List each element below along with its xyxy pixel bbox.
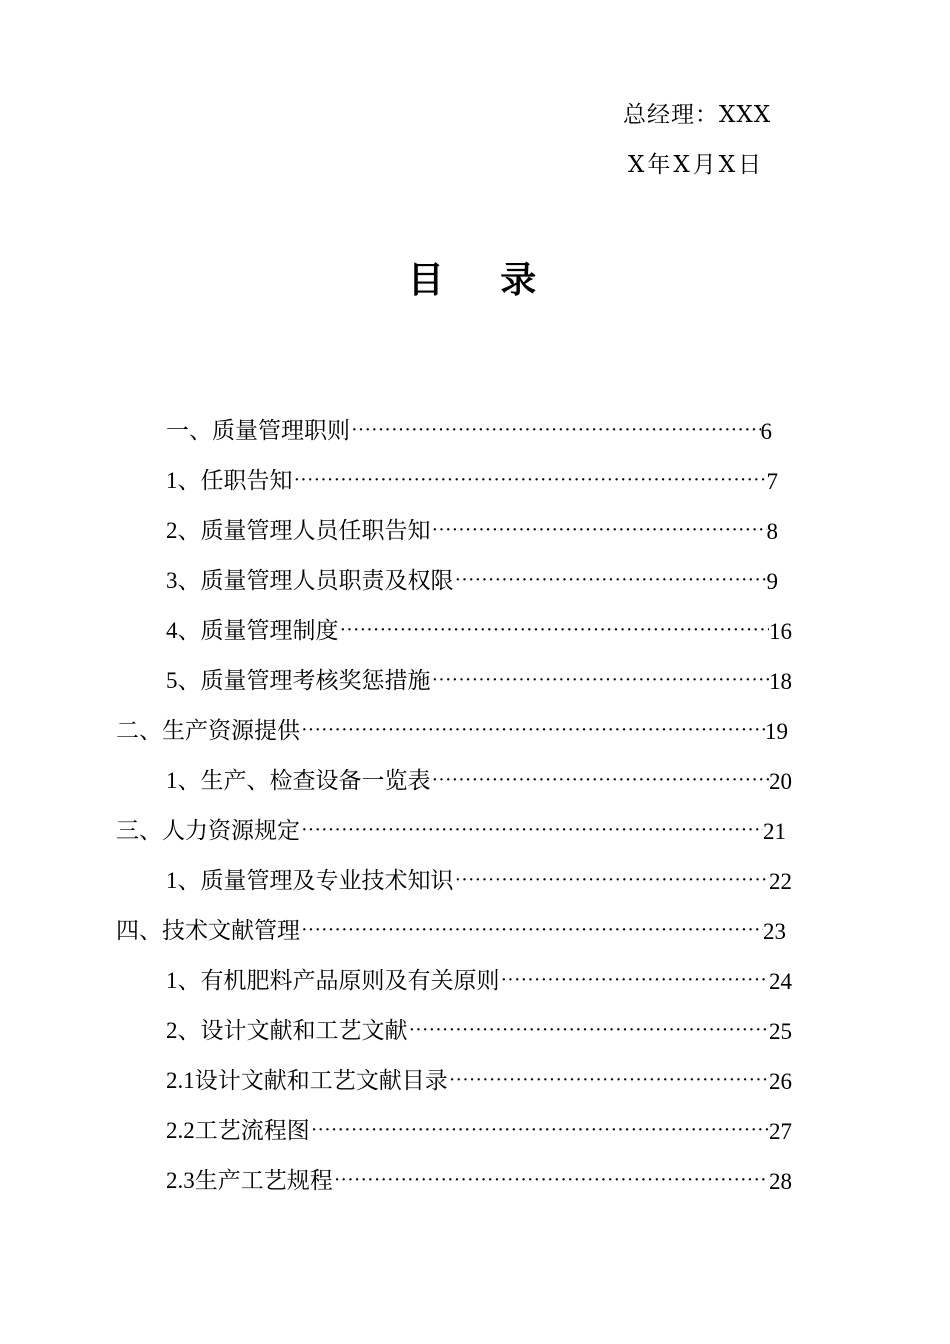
toc-title: 目 录 — [407, 260, 559, 301]
toc-leader-dots — [431, 769, 770, 792]
toc-leader-dots — [293, 469, 767, 492]
toc-entry[interactable] — [166, 959, 792, 995]
toc-leader-dots — [350, 419, 761, 442]
toc-entry[interactable] — [166, 859, 792, 895]
toc-entry[interactable] — [166, 559, 778, 595]
toc-entry-label: 2、设计文献和工艺文献 — [166, 1018, 408, 1043]
general-manager-signature: 总经理：XXX — [623, 102, 772, 128]
toc-entry-page: 21 — [763, 819, 786, 844]
toc-entry[interactable] — [116, 909, 786, 945]
toc-leader-dots — [431, 669, 770, 692]
toc-leader-dots — [454, 569, 767, 592]
toc-entry[interactable] — [166, 1009, 792, 1045]
toc-entry-label: 二、生产资源提供 — [116, 718, 300, 743]
toc-leader-dots — [431, 519, 767, 542]
toc-entry-page: 23 — [763, 919, 786, 944]
toc-leader-dots — [339, 619, 770, 642]
toc-leader-dots — [300, 719, 765, 742]
toc-entry-label: 2.2工艺流程图 — [166, 1118, 310, 1143]
toc-entry-page: 28 — [769, 1169, 792, 1194]
toc-leader-dots — [500, 969, 770, 992]
toc-entry-label: 四、技术文献管理 — [116, 918, 300, 943]
toc-entry[interactable] — [116, 809, 786, 845]
toc-leader-dots — [300, 919, 763, 942]
toc-entry-page: 7 — [766, 469, 778, 494]
toc-entry-page: 18 — [769, 669, 792, 694]
toc-entry-page: 26 — [769, 1069, 792, 1094]
toc-entry-label: 4、质量管理制度 — [166, 618, 339, 643]
toc-entry[interactable] — [166, 1109, 792, 1145]
toc-entry-page: 16 — [769, 619, 792, 644]
toc-entry-page: 8 — [766, 519, 778, 544]
toc-entry[interactable] — [166, 1059, 792, 1095]
toc-entry-label: 2、质量管理人员任职告知 — [166, 518, 431, 543]
toc-entry[interactable] — [166, 659, 792, 695]
toc-entry-label: 2.3生产工艺规程 — [166, 1168, 333, 1193]
toc-entry[interactable] — [166, 759, 792, 795]
toc-leader-dots — [310, 1119, 769, 1142]
toc-entry-page: 9 — [766, 569, 778, 594]
toc-entry-label: 三、人力资源规定 — [116, 818, 300, 843]
toc-entry[interactable] — [166, 459, 778, 495]
toc-entry-label: 一、质量管理职则 — [166, 418, 350, 443]
toc-entry-label: 1、任职告知 — [166, 468, 293, 493]
toc-leader-dots — [300, 819, 763, 842]
toc-entry-page: 27 — [769, 1119, 792, 1144]
toc-leader-dots — [408, 1019, 770, 1042]
toc-entry-page: 25 — [769, 1019, 792, 1044]
toc-entry-label: 1、生产、检查设备一览表 — [166, 768, 431, 793]
toc-entry-label: 1、有机肥料产品原则及有关原则 — [166, 968, 500, 993]
toc-entry[interactable] — [166, 509, 778, 545]
toc-leader-dots — [333, 1169, 769, 1192]
toc-entry-page: 19 — [765, 719, 788, 744]
toc-entry[interactable] — [116, 709, 788, 745]
toc-entry-label: 3、质量管理人员职责及权限 — [166, 568, 454, 593]
signature-date: X年X月X日 — [628, 152, 765, 178]
toc-leader-dots — [448, 1069, 769, 1092]
toc-entry-page: 24 — [769, 969, 792, 994]
toc-entry-page: 20 — [769, 769, 792, 794]
toc-entry-label: 5、质量管理考核奖惩措施 — [166, 668, 431, 693]
toc-leader-dots — [454, 869, 770, 892]
toc-entry-label: 2.1设计文献和工艺文献目录 — [166, 1068, 448, 1093]
toc-entry[interactable] — [166, 1159, 792, 1195]
toc-entry[interactable] — [166, 609, 792, 645]
toc-entry-page: 22 — [769, 869, 792, 894]
toc-entry-page: 6 — [760, 419, 772, 444]
toc-entry-label: 1、质量管理及专业技术知识 — [166, 868, 454, 893]
toc-entry[interactable] — [166, 409, 772, 445]
